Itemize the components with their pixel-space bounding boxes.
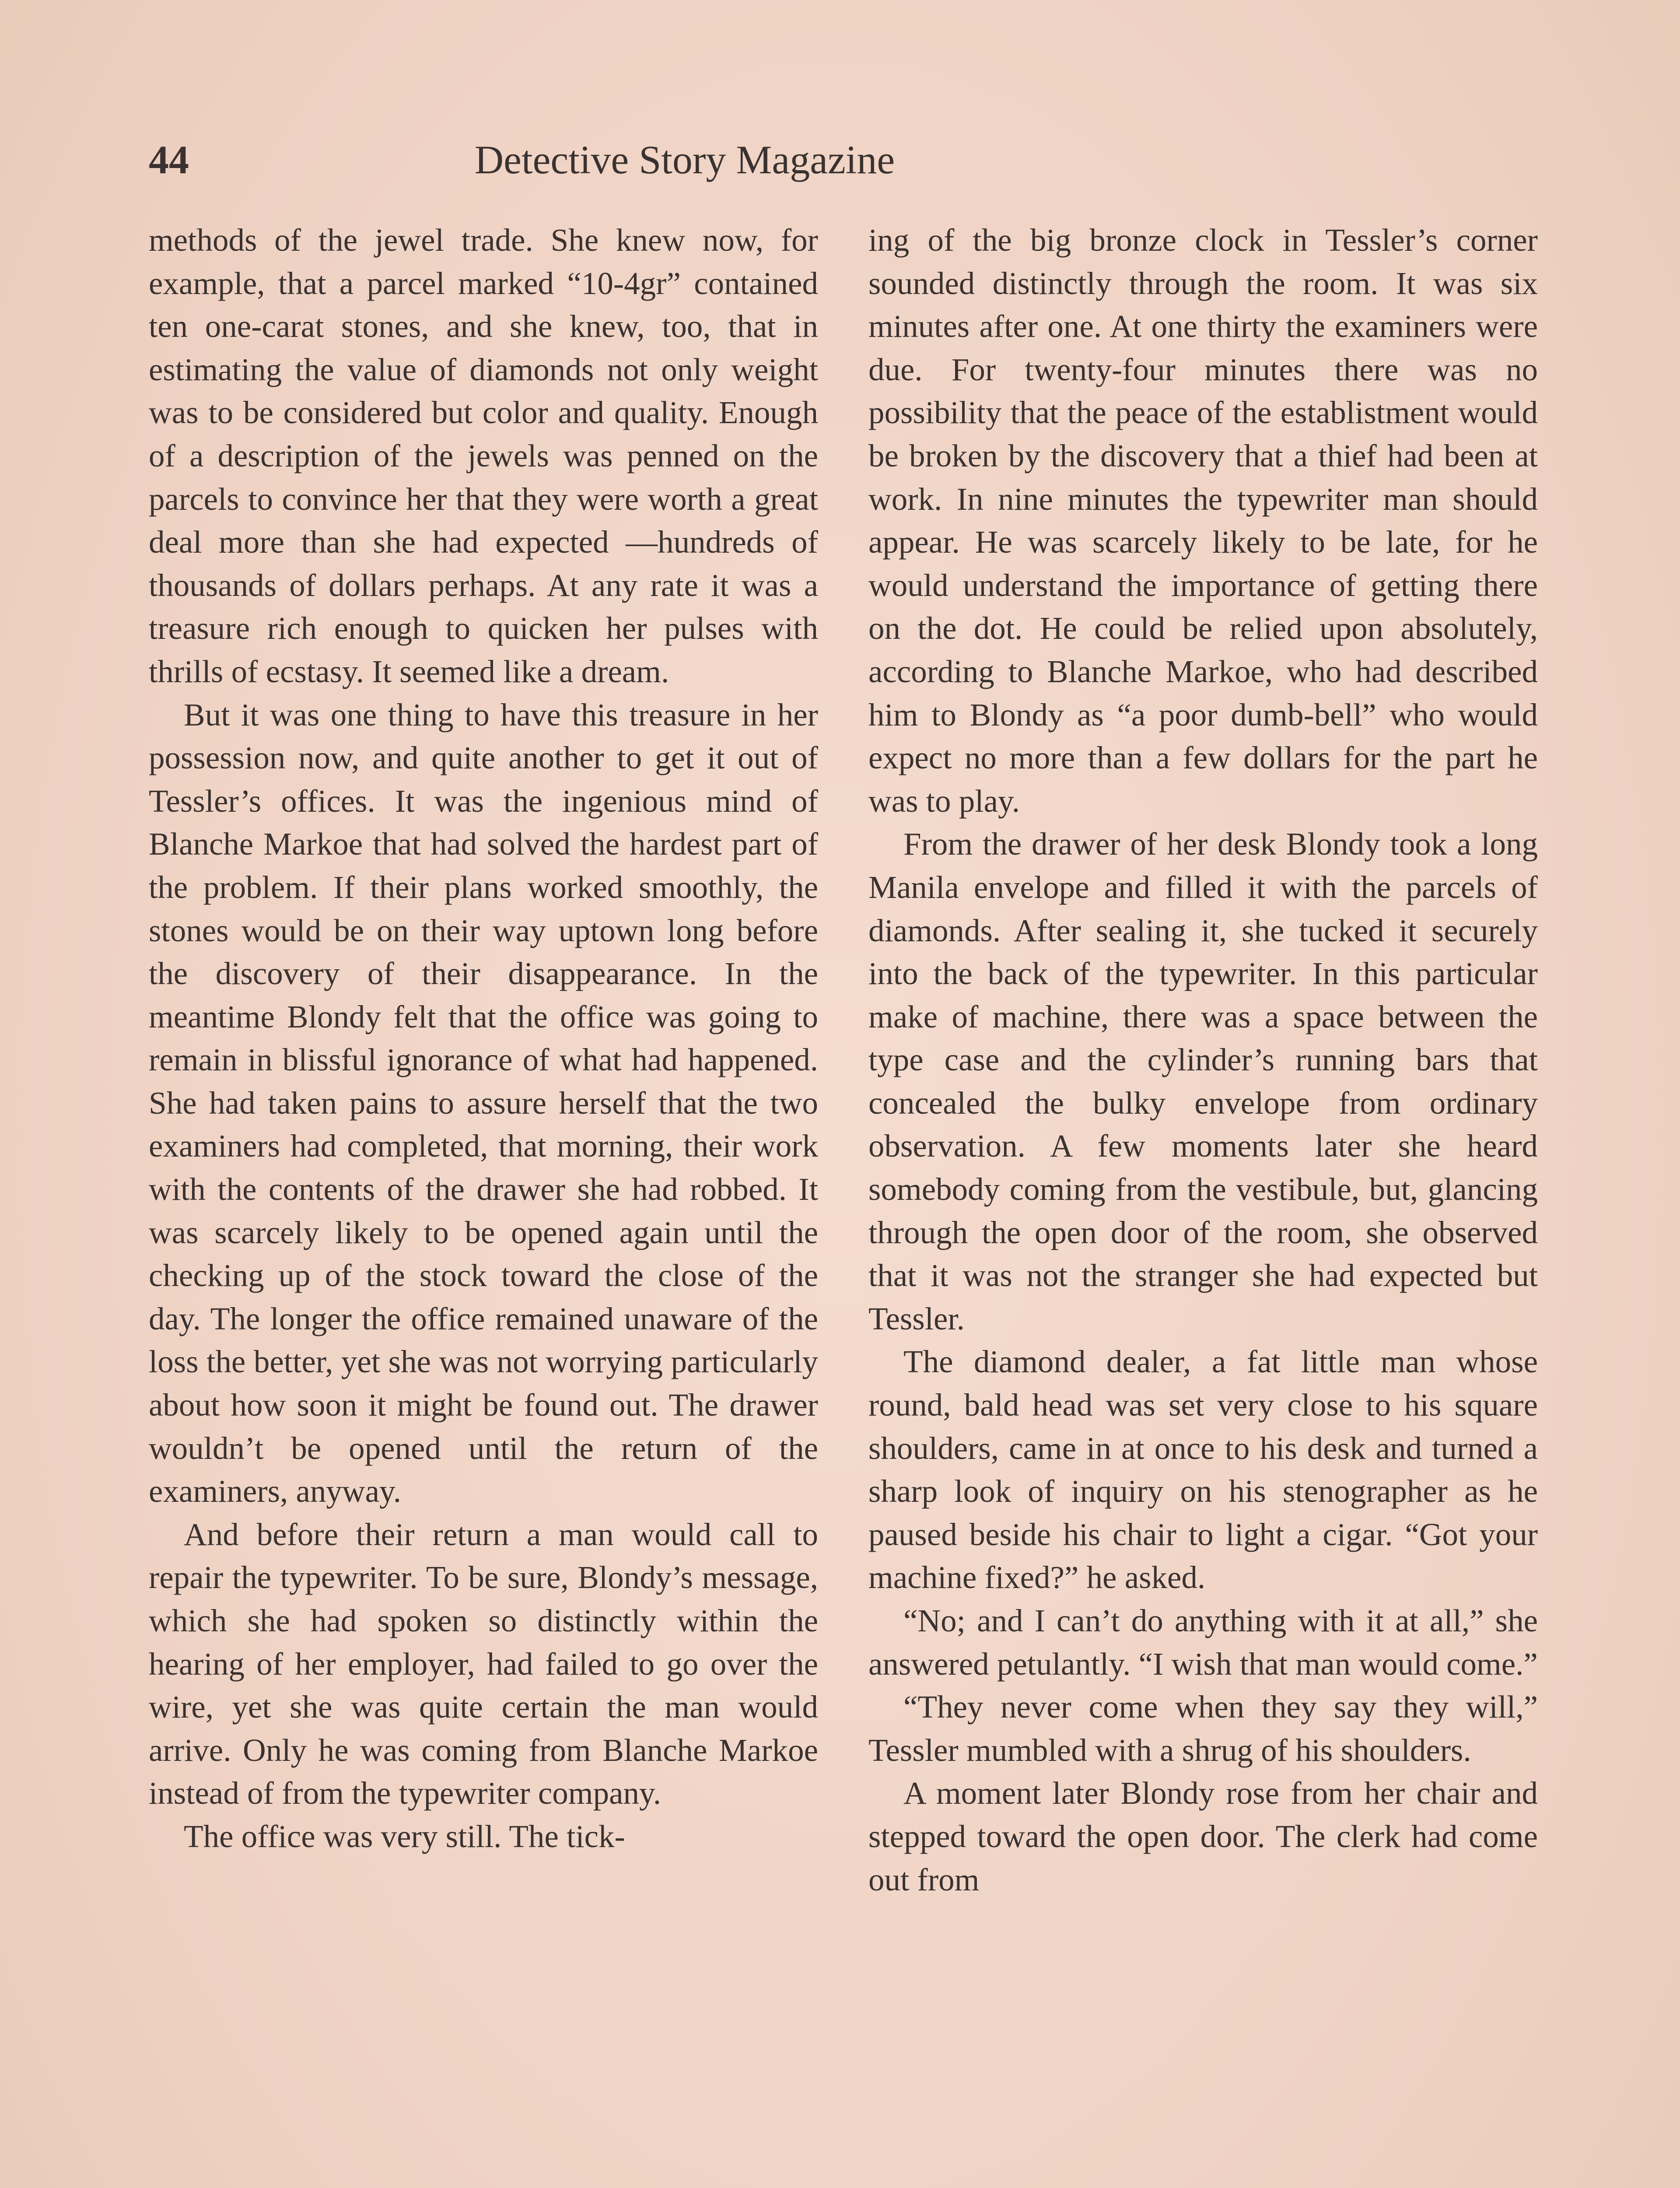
paragraph: The office was very still. The tick- <box>184 1818 625 1854</box>
right-text-column <box>868 219 1538 1901</box>
paragraph: A moment later Blondy rose from her chair and stepped toward the open door. The clerk had come out from <box>868 1775 1538 1897</box>
left-text-column <box>149 219 818 1858</box>
page-number: 44 <box>149 137 189 182</box>
paragraph: methods of the jewel trade. She knew now, for example, that a parcel marked “10-4gr” contained ten one-carat stones, and she knew, too, that in estimating the value of diamonds not only weight was to be considered but color and quality. Enough of a description of the jewels was penned on the parcels to convince her that they were worth a great deal more than she had expected —hundreds of thousands of dollars perhaps. At any rate it was a treasure rich enough to quicken her pulses with thrills of ecstasy. It seemed like a dream. <box>149 222 818 689</box>
paragraph: And before their return a man would call to repair the typewriter. To be sure, Blondy’s message, which she had spoken so distinctly within the hearing of her employer, had failed to go over the wire, yet she was quite certain the man would arrive. Only he was coming from Blanche Markoe instead of from the typewriter company. <box>149 1516 818 1811</box>
page-header <box>149 127 1116 193</box>
paragraph: The diamond dealer, a fat little man whose round, bald head was set very close to his square shoulders, came in at once to his desk and turned a sharp look of inquiry on his stenographer as he paused beside his chair to light a cigar. “Got your machine fixed?” he asked. <box>868 1344 1538 1595</box>
paragraph: “No; and I can’t do anything with it at all,” she answered petulantly. “I wish that man would come.” <box>868 1603 1538 1682</box>
paragraph: ing of the big bronze clock in Tessler’s corner sounded distinctly through the room. It was six minutes after one. At one thirty the examiners were due. For twenty-four minutes there was no possibility that the peace of the establistment would be broken by the discovery that a thief had been at work. In nine minutes the typewriter man should appear. He was scarcely likely to be late, for he would understand the importance of getting there on the dot. He could be relied upon absolutely, according to Blanche Markoe, who had described him to Blondy as “a poor dumb-bell” who would expect no more than a few dollars for the part he was to play. <box>868 222 1538 819</box>
paragraph: From the drawer of her desk Blondy took a long Manila envelope and filled it with the parcels of diamonds. After sealing it, she tucked it securely into the back of the typewriter. In this particular make of machine, there was a space between the type case and the cylinder’s running bars that concealed the bulky envelope from ordinary observation. A few moments later she heard somebody coming from the vestibule, but, glancing through the open door of the room, she observed that it was not the stranger she had expected but Tessler. <box>868 826 1538 1336</box>
running-title: Detective Story Magazine <box>474 137 895 182</box>
paragraph: But it was one thing to have this treasure in her possession now, and quite another to get it out of Tessler’s offices. It was the ingenious mind of Blanche Markoe that had solved the hardest part of the problem. If their plans worked smoothly, the stones would be on their way uptown long before the discovery of their disappearance. In the meantime Blondy felt that the office was going to remain in blissful ignorance of what had happened. She had taken pains to assure herself that the two examiners had completed, that morning, their work with the contents of the drawer she had robbed. It was scarcely likely to be opened again until the checking up of the stock toward the close of the day. The longer the office remained unaware of the loss the better, yet she was not worrying particularly about how soon it might be found out. The drawer wouldn’t be opened until the return of the examiners, anyway. <box>149 697 818 1509</box>
paragraph: “They never come when they say they will,” Tessler mumbled with a shrug of his shoulders. <box>868 1689 1538 1768</box>
